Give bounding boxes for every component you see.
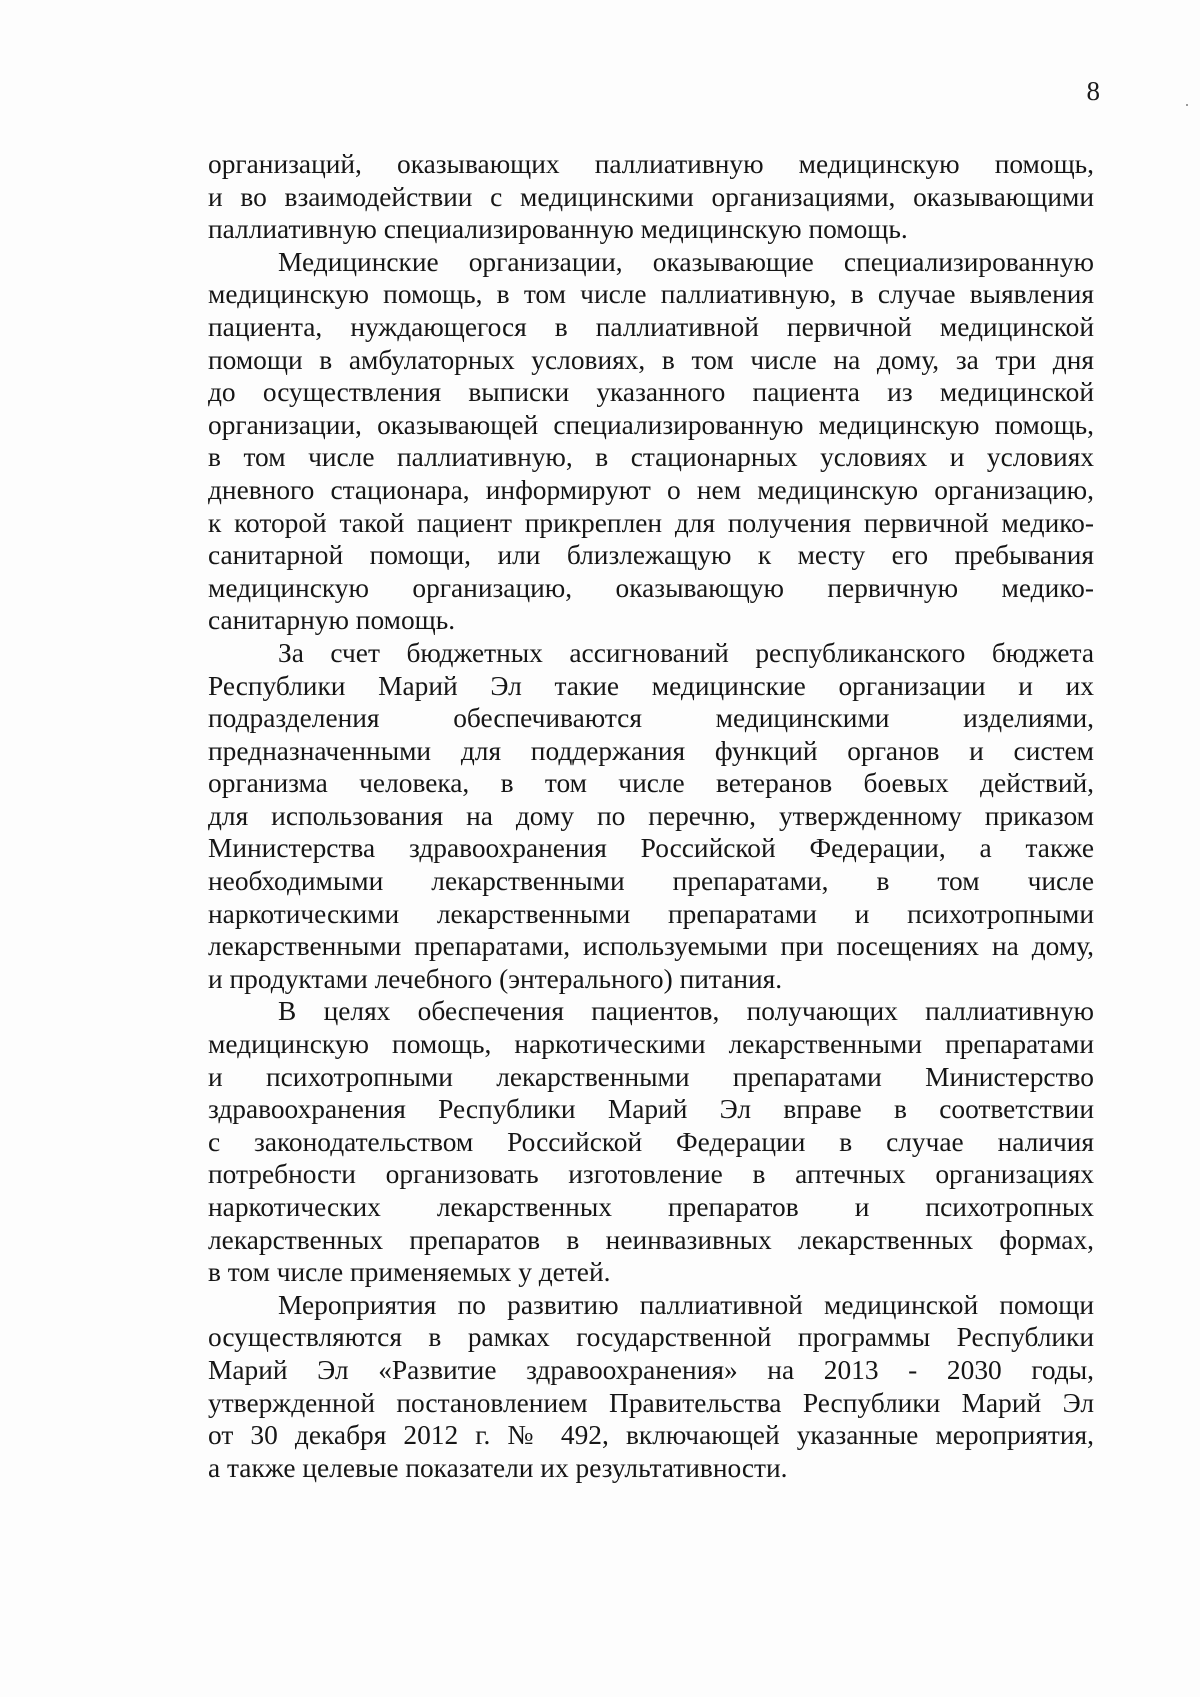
text-line: до осуществления выписки указанного пациента из медицинской xyxy=(208,377,1094,408)
text-line: дневного стационара, информируют о нем медицинскую организацию, xyxy=(208,474,1094,505)
text-line: помощи в амбулаторных условиях, в том числе на дому, за три дня xyxy=(208,344,1094,375)
text-line: организаций, оказывающих паллиативную медицинскую помощь, xyxy=(208,149,1094,179)
text-line: санитарную помощь. xyxy=(208,605,456,636)
paragraph-3 xyxy=(208,637,1094,996)
text-line: За счет бюджетных ассигнований республиканского бюджета xyxy=(278,637,1094,668)
text-line: лекарственными препаратами, используемыми при посещениях на дому, xyxy=(208,931,1094,962)
paragraph-2 xyxy=(208,246,1094,637)
text-line: необходимыми лекарственными препаратами, в том числе xyxy=(208,866,1094,897)
text-line: медицинскую помощь, в том числе паллиативную, в случае выявления xyxy=(208,279,1094,310)
text-line: от 30 декабря 2012 г. № 492, включающей указанные мероприятия, xyxy=(208,1420,1094,1451)
text-line: медицинскую организацию, оказывающую первичную медико- xyxy=(208,572,1094,603)
text-line: организации, оказывающей специализированную медицинскую помощь, xyxy=(208,409,1094,440)
text-line: Министерства здравоохранения Российской Федерации, а также xyxy=(208,833,1094,864)
text-line: наркотических лекарственных препаратов и психотропных xyxy=(208,1192,1094,1222)
text-line: Марий Эл «Развитие здравоохранения» на 2013 - 2030 годы, xyxy=(208,1354,1094,1385)
text-line: в том числе применяемых у детей. xyxy=(208,1257,611,1288)
text-line: лекарственных препаратов в неинвазивных лекарственных формах, xyxy=(208,1224,1094,1255)
scan-speck xyxy=(1186,104,1188,106)
text-line: Мероприятия по развитию паллиативной медицинской помощи xyxy=(278,1289,1094,1320)
text-line: пациента, нуждающегося в паллиативной первичной медицинской xyxy=(208,311,1094,342)
paragraph-4 xyxy=(208,995,1094,1288)
text-line: и продуктами лечебного (энтерального) питания. xyxy=(208,963,783,994)
text-line: в том числе паллиативную, в стационарных условиях и условиях xyxy=(208,442,1094,473)
paragraph-1 xyxy=(208,148,1094,246)
text-line: В целях обеспечения пациентов, получающих паллиативную xyxy=(278,996,1094,1027)
text-line: к которой такой пациент прикреплен для получения первичной медико- xyxy=(208,507,1094,538)
paragraph-5 xyxy=(208,1289,1094,1485)
text-line: для использования на дому по перечню, утвержденному приказом xyxy=(208,800,1094,831)
text-line: санитарной помощи, или близлежащую к месту его пребывания xyxy=(208,540,1094,571)
text-line: Медицинские организации, оказывающие специализированную xyxy=(278,246,1094,277)
page-number: 8 xyxy=(1086,76,1100,106)
text-line: подразделения обеспечиваются медицинскими изделиями, xyxy=(208,703,1094,734)
text-line: организма человека, в том числе ветеранов боевых действий, xyxy=(208,768,1094,799)
text-line: предназначенными для поддержания функций органов и систем xyxy=(208,735,1094,766)
body-text xyxy=(208,148,1094,1484)
text-line: медицинскую помощь, наркотическими лекарственными препаратами xyxy=(208,1029,1094,1060)
text-line: наркотическими лекарственными препаратами и психотропными xyxy=(208,898,1094,929)
text-line: с законодательством Российской Федерации в случае наличия xyxy=(208,1126,1094,1157)
text-line: и во взаимодействии с медицинскими организациями, оказывающими xyxy=(208,181,1094,212)
text-line: паллиативную специализированную медицинскую помощь. xyxy=(208,214,908,245)
text-line: а также целевые показатели их результативности. xyxy=(208,1452,788,1483)
text-line: потребности организовать изготовление в аптечных организациях xyxy=(208,1159,1094,1190)
text-line: здравоохранения Республики Марий Эл вправе в соответствии xyxy=(208,1094,1094,1125)
text-line: Республики Марий Эл такие медицинские организации и их xyxy=(208,670,1094,701)
text-line: и психотропными лекарственными препаратами Министерство xyxy=(208,1061,1094,1092)
text-line: утвержденной постановлением Правительства Республики Марий Эл xyxy=(208,1387,1094,1418)
text-line: осуществляются в рамках государственной программы Республики xyxy=(208,1322,1094,1353)
